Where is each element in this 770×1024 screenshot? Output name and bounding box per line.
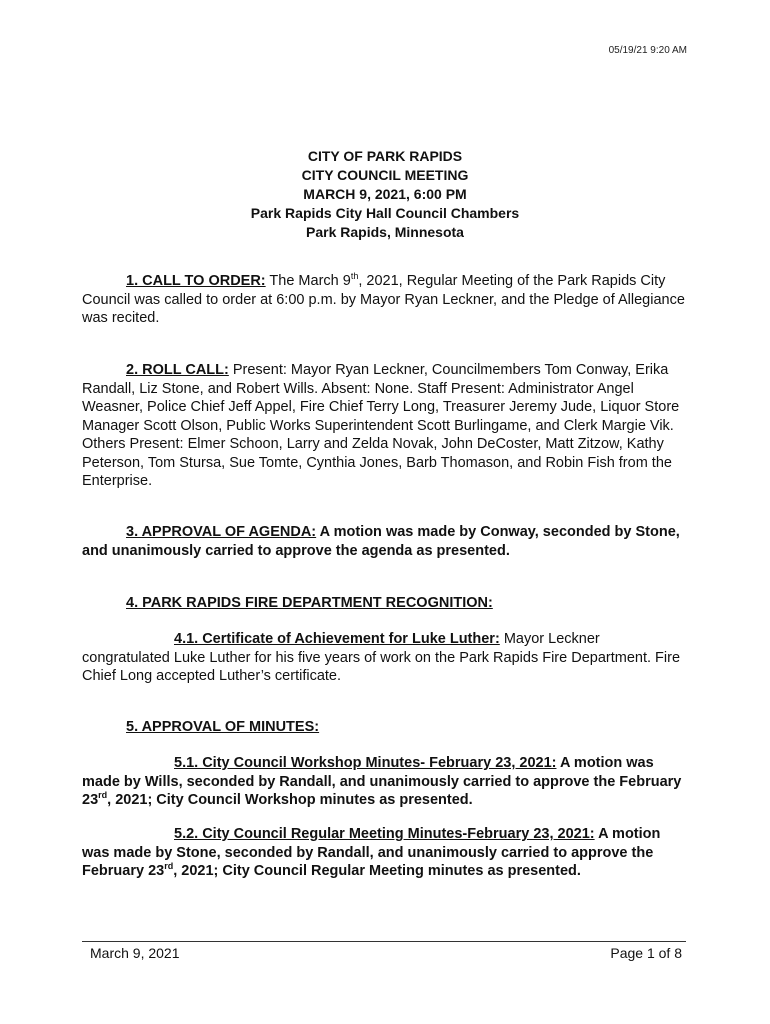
section-regular-minutes: 5.2. City Council Regular Meeting Minutes-February 23, 2021: A motion was made by Stone, seconded by Randall, and unanimously carried to approve the February 23rd, 2021; City Council Regular Meeting minutes as presented. bbox=[82, 826, 661, 879]
header-location: Park Rapids City Hall Council Chambers bbox=[250, 205, 520, 221]
footer-divider bbox=[82, 941, 686, 942]
workshop-minutes-heading: 5.1. City Council Workshop Minutes- February 23, 2021: bbox=[174, 755, 557, 771]
header-date: MARCH 9, 2021, 6:00 PM bbox=[303, 186, 467, 202]
call-to-order-heading: 1. CALL TO ORDER: bbox=[126, 273, 266, 289]
regular-minutes-heading: 5.2. City Council Regular Meeting Minutes-February 23, 2021: bbox=[174, 826, 595, 842]
header-city: CITY OF PARK RAPIDS bbox=[307, 148, 463, 164]
fire-dept-heading: 4. PARK RAPIDS FIRE DEPARTMENT RECOGNITION: bbox=[126, 595, 493, 611]
header-meeting: CITY COUNCIL MEETING bbox=[301, 167, 469, 183]
section-call-to-order: 1. CALL TO ORDER: The March 9th, 2021, Regular Meeting of the Park Rapids City Council was called to order at 6:00 p.m. by Mayor Ryan Leckner, and the Pledge of Allegiance was recited. bbox=[82, 271, 685, 326]
section-roll-call: 2. ROLL CALL: Present: Mayor Ryan Leckner, Councilmembers Tom Conway, Erika Randall, Liz Stone, and Robert Wills. Absent: None. Staff Present: Administrator Angel Weasner, Police Chief Jeff Appel, Fire Chief Terry Long, Treasurer Jeremy Jude, Liquor Store Manager Scott Olson, Public Works Superintendent Scott Burlingame, and Clerk Margie Vik. Others Present: Elmer Schoon, Larry and Zelda Novak, John DeCoster, Matt Zitzow, Kathy Peterson, Tom Stursa, Sue Tomte, Cynthia Jones, Barb Thomason, and Robin Fish from the Enterprise. bbox=[82, 362, 680, 489]
section-certificate: 4.1. Certificate of Achievement for Luke Luther: Mayor Leckner congratulated Luke Luther for his five years of work on the Park Rapids Fire Department. Fire Chief Long accepted Luther’s certificate. bbox=[82, 631, 681, 684]
print-timestamp: 05/19/21 9:20 AM bbox=[608, 45, 687, 56]
certificate-heading: 4.1. Certificate of Achievement for Luke Luther: bbox=[174, 631, 500, 647]
meeting-header bbox=[0, 147, 770, 242]
section-workshop-minutes: 5.1. City Council Workshop Minutes- February 23, 2021: A motion was made by Wills, seconded by Randall, and unanimously carried to approve the February 23rd, 2021; City Council Workshop minutes as presented. bbox=[82, 755, 682, 808]
minutes-heading: 5. APPROVAL OF MINUTES: bbox=[126, 719, 320, 735]
roll-call-heading: 2. ROLL CALL: bbox=[126, 362, 229, 378]
header-state: Park Rapids, Minnesota bbox=[306, 224, 464, 240]
page-number: Page 1 of 8 bbox=[610, 945, 682, 961]
agenda-heading: 3. APPROVAL OF AGENDA: bbox=[126, 524, 317, 540]
section-fire-dept-recognition bbox=[82, 594, 688, 613]
section-approval-of-agenda: 3. APPROVAL OF AGENDA: A motion was made by Conway, seconded by Stone, and unanimously carried to approve the agenda as presented. bbox=[82, 524, 680, 559]
footer-date: March 9, 2021 bbox=[90, 945, 180, 961]
section-approval-of-minutes bbox=[82, 718, 688, 737]
